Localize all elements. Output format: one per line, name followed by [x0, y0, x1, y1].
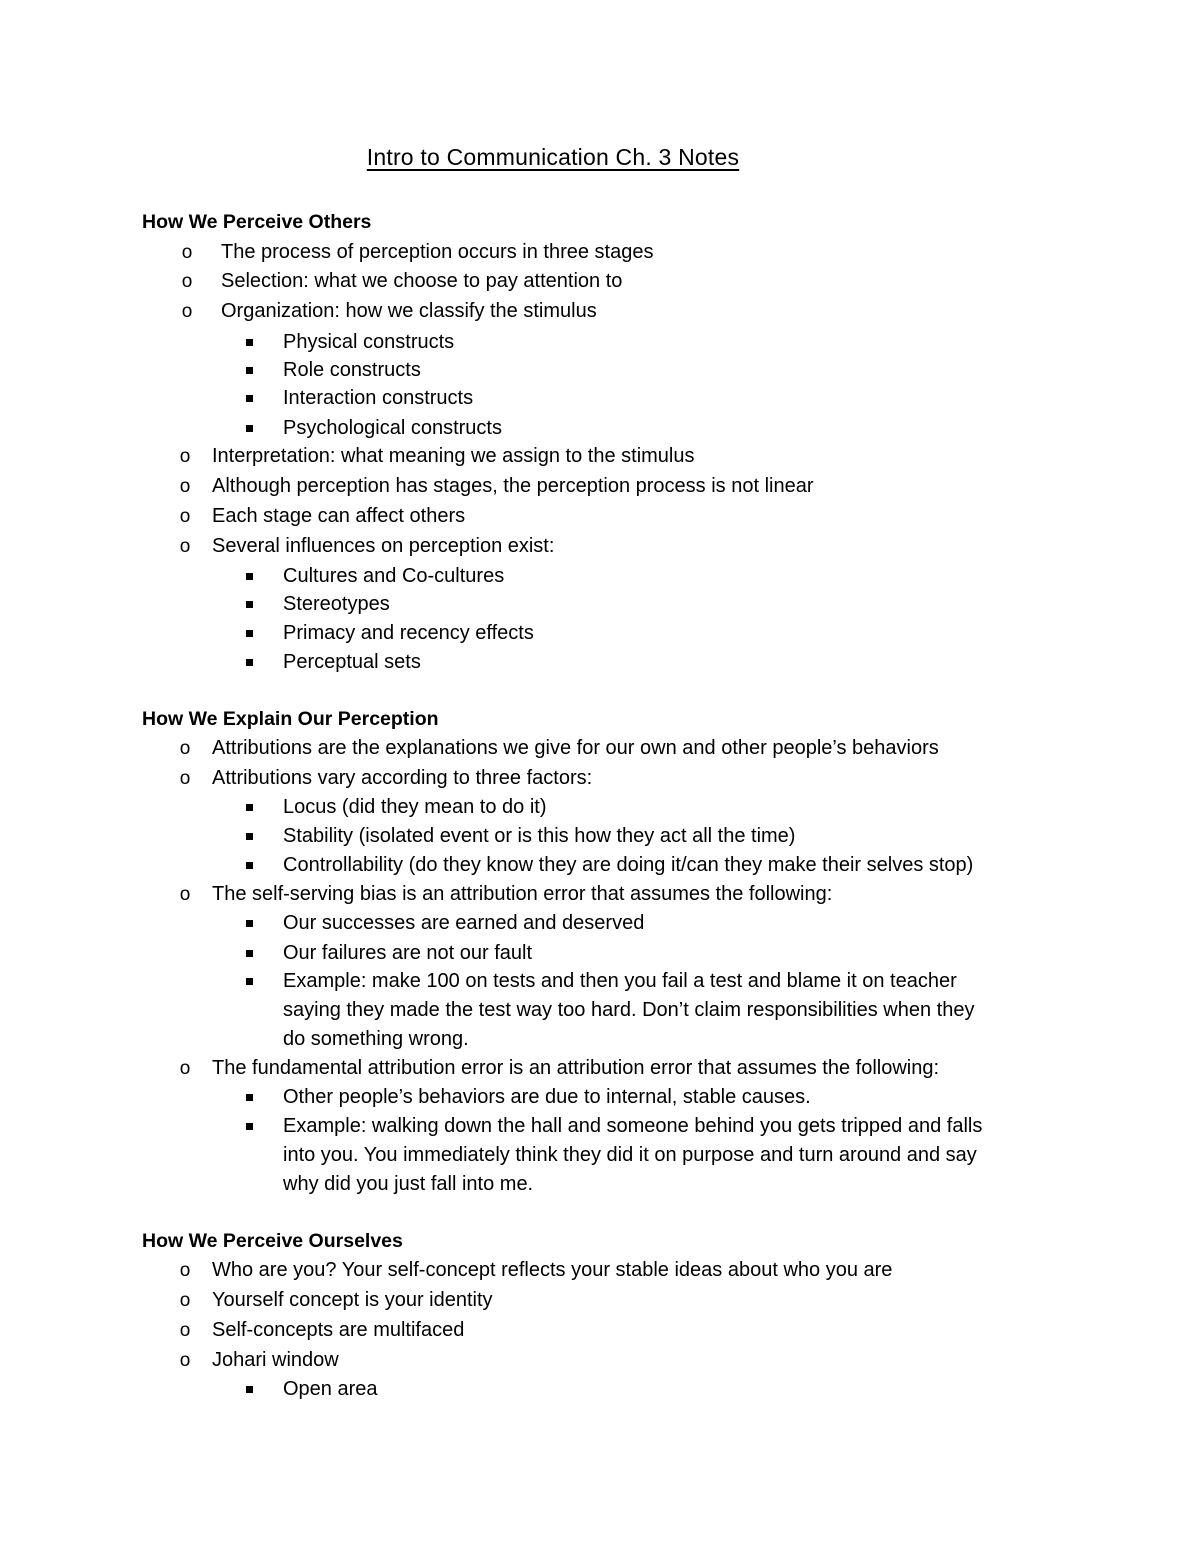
circle-bullet-icon: o: [179, 506, 191, 527]
sub-list-item: Our successes are earned and deserved: [283, 909, 644, 938]
circle-bullet-icon: o: [179, 536, 191, 557]
list-item: o The self-serving bias is an attribution error that assumes the following:: [212, 880, 832, 909]
list-item: o Attributions vary according to three factors:: [212, 764, 592, 793]
square-bullet-icon: [246, 978, 253, 985]
circle-bullet-icon: o: [179, 1260, 191, 1281]
circle-bullet-icon: o: [179, 476, 191, 497]
square-bullet-icon: [246, 659, 253, 666]
square-bullet-icon: [246, 573, 253, 580]
circle-bullet-icon: o: [179, 738, 191, 759]
sub-list-item: Locus (did they mean to do it): [283, 793, 546, 822]
sub-list-item: Interaction constructs: [283, 384, 473, 413]
square-bullet-icon: [246, 367, 253, 374]
square-bullet-icon: [246, 1094, 253, 1101]
square-bullet-icon: [246, 601, 253, 608]
square-bullet-icon: [246, 339, 253, 346]
sub-list-item-continuation: why did you just fall into me.: [283, 1173, 534, 1195]
square-bullet-icon: [246, 920, 253, 927]
sub-list-item-continuation: saying they made the test way too hard. Don’t claim responsibilities when they: [283, 999, 975, 1021]
square-bullet-icon: [246, 833, 253, 840]
square-bullet-icon: [246, 395, 253, 402]
list-item: o The process of perception occurs in three stages: [221, 238, 653, 267]
circle-bullet-icon: o: [179, 446, 191, 467]
sub-list-item: Controllability (do they know they are doing it/can they make their selves stop): [283, 851, 973, 880]
circle-bullet-icon: o: [181, 271, 193, 292]
list-item: o Attributions are the explanations we give for our own and other people’s behaviors: [212, 734, 939, 763]
sub-list-item: Primacy and recency effects: [283, 619, 534, 648]
sub-list-item: Psychological constructs: [283, 414, 502, 443]
sub-list-item: Cultures and Co-cultures: [283, 562, 504, 591]
circle-bullet-icon: o: [179, 1320, 191, 1341]
list-item: o Johari window: [212, 1346, 339, 1375]
sub-list-item: Physical constructs: [283, 328, 454, 357]
list-item: o Yourself concept is your identity: [212, 1286, 493, 1315]
circle-bullet-icon: o: [179, 1290, 191, 1311]
square-bullet-icon: [246, 1386, 253, 1393]
square-bullet-icon: [246, 630, 253, 637]
sub-list-item: Open area: [283, 1375, 378, 1404]
sub-list-item: Example: make 100 on tests and then you fail a test and blame it on teacher: [283, 967, 957, 996]
square-bullet-icon: [246, 804, 253, 811]
sub-list-item: Our failures are not our fault: [283, 939, 532, 968]
circle-bullet-icon: o: [181, 301, 193, 322]
circle-bullet-icon: o: [179, 884, 191, 905]
square-bullet-icon: [246, 1123, 253, 1130]
circle-bullet-icon: o: [181, 242, 193, 263]
list-item: o Selection: what we choose to pay attention to: [221, 267, 622, 296]
list-item: o Each stage can affect others: [212, 502, 465, 531]
list-item: o Self-concepts are multifaced: [212, 1316, 464, 1345]
circle-bullet-icon: o: [179, 1350, 191, 1371]
square-bullet-icon: [246, 425, 253, 432]
square-bullet-icon: [246, 862, 253, 869]
document-title: Intro to Communication Ch. 3 Notes: [366, 144, 740, 170]
list-item: o Who are you? Your self-concept reflects your stable ideas about who you are: [212, 1256, 892, 1285]
section-heading: How We Perceive Ourselves: [142, 1230, 403, 1252]
list-item: o The fundamental attribution error is an attribution error that assumes the following:: [212, 1054, 939, 1083]
section-heading: How We Perceive Others: [142, 211, 372, 233]
sub-list-item: Stability (isolated event or is this how they act all the time): [283, 822, 795, 851]
sub-list-item: Example: walking down the hall and someone behind you gets tripped and falls: [283, 1112, 982, 1141]
sub-list-item: Perceptual sets: [283, 648, 421, 677]
sub-list-item-continuation: do something wrong.: [283, 1028, 469, 1050]
circle-bullet-icon: o: [179, 768, 191, 789]
section-heading: How We Explain Our Perception: [142, 708, 439, 730]
sub-list-item: Role constructs: [283, 356, 421, 385]
sub-list-item: Other people’s behaviors are due to internal, stable causes.: [283, 1083, 811, 1112]
list-item: o Interpretation: what meaning we assign to the stimulus: [212, 442, 694, 471]
list-item: o Several influences on perception exist:: [212, 532, 554, 561]
sub-list-item-continuation: into you. You immediately think they did it on purpose and turn around and say: [283, 1144, 977, 1166]
square-bullet-icon: [246, 950, 253, 957]
circle-bullet-icon: o: [179, 1058, 191, 1079]
list-item: o Organization: how we classify the stimulus: [221, 297, 597, 326]
sub-list-item: Stereotypes: [283, 590, 390, 619]
list-item: o Although perception has stages, the perception process is not linear: [212, 472, 813, 501]
